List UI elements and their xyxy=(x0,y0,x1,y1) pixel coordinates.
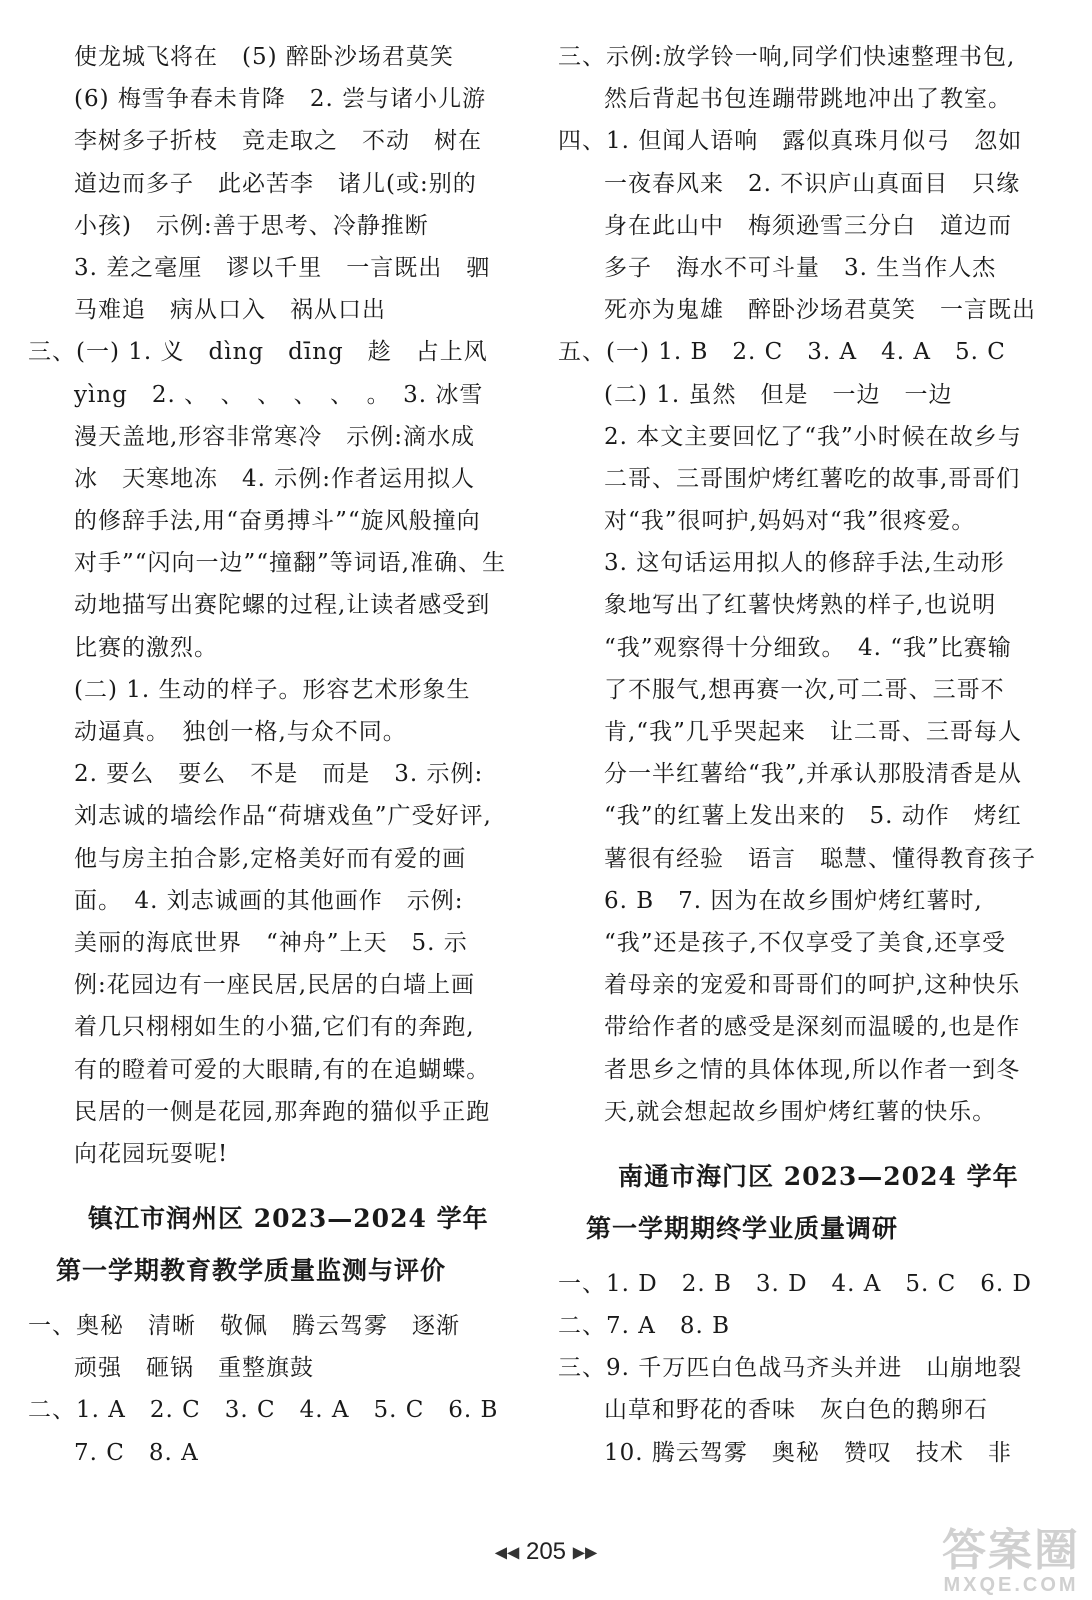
answer-line: 山草和野花的香味 灰白色的鹅卵石 xyxy=(604,1397,988,1424)
right-section-title-1: 南通市海门区 2023—2024 学年 xyxy=(618,1161,1019,1191)
answer-line: 二、1. A 2. C 3. C 4. A 5. C 6. B xyxy=(28,1397,499,1424)
answer-line: 死亦为鬼雄 醉卧沙场君莫笑 一言既出 xyxy=(604,297,1036,324)
answer-line: 着母亲的宠爱和哥哥们的呵护,这种快乐 xyxy=(604,972,1021,999)
answer-line: 多子 海水不可斗量 3. 生当作人杰 xyxy=(604,254,997,281)
prev-page-arrows: ◀◀ xyxy=(494,1544,520,1562)
answer-line: 面。 4. 刘志诚画的其他画作 示例: xyxy=(74,887,464,914)
answer-line: 有的瞪着可爱的大眼睛,有的在追蝴蝶。 xyxy=(74,1056,491,1083)
answer-line: (二) 1. 生动的样子。形容艺术形象生 xyxy=(74,676,471,703)
left-answer-block-1 xyxy=(28,36,528,1175)
answer-line: 分一半红薯给“我”,并承认那股清香是从 xyxy=(604,761,1022,788)
watermark-text: 答案圈 xyxy=(942,1526,1080,1575)
answer-line: “我”的红薯上发出来的 5. 动作 烤红 xyxy=(604,803,1022,830)
answer-line: (6) 梅雪争春未肯降 2. 尝与诸小儿游 xyxy=(74,86,487,113)
answer-line: 一夜春风来 2. 不识庐山真面目 只缘 xyxy=(604,170,1021,197)
answer-line: 美丽的海底世界 “神舟”上天 5. 示 xyxy=(74,929,468,956)
answer-line: 薯很有经验 语言 聪慧、懂得教育孩子 xyxy=(604,845,1036,872)
answer-line: 天,就会想起故乡围炉烤红薯的快乐。 xyxy=(604,1098,997,1125)
answer-line: 二、7. A 8. B xyxy=(558,1313,731,1340)
answer-line: 带给作者的感受是深刻而温暖的,也是作 xyxy=(604,1014,1021,1041)
left-answer-block-2 xyxy=(28,1305,528,1474)
answer-line: 10. 腾云驾雾 奥秘 赞叹 技术 非 xyxy=(604,1439,1012,1466)
answer-line: 动地描写出赛陀螺的过程,让读者感受到 xyxy=(74,592,491,619)
answer-line: 2. 要么 要么 不是 而是 3. 示例: xyxy=(74,761,484,788)
right-section-title-2: 第一学期期终学业质量调研 xyxy=(586,1213,899,1243)
left-section-title-1: 镇江市润州区 2023—2024 学年 xyxy=(88,1204,489,1234)
answer-line: 例:花园边有一座民居,民居的白墙上画 xyxy=(74,972,476,999)
answer-line: 比赛的激烈。 xyxy=(74,634,218,661)
answer-line: 动逼真。 独创一格,与众不同。 xyxy=(74,719,407,745)
answer-line: 一、奥秘 清晰 敬佩 腾云驾雾 逐渐 xyxy=(28,1313,460,1340)
answer-line: 三、(一) 1. 义 dìng dīng 趁 占上风 xyxy=(28,339,488,366)
answer-line: 了不服气,想再赛一次,可二哥、三哥不 xyxy=(604,676,1005,703)
answer-line: 6. B 7. 因为在故乡围炉烤红薯时, xyxy=(604,887,983,914)
answer-line: 者思乡之情的具体体现,所以作者一到冬 xyxy=(604,1056,1021,1083)
answer-line: 向花园玩耍呢! xyxy=(74,1140,229,1167)
left-column xyxy=(28,36,528,1474)
answer-line: 三、9. 千万匹白色战马齐头并进 山崩地裂 xyxy=(558,1355,1023,1382)
answer-line: 身在此山中 梅须逊雪三分白 道边而 xyxy=(604,212,1012,239)
next-page-arrows: ▶▶ xyxy=(572,1544,598,1562)
answer-line: 他与房主拍合影,定格美好而有爱的画 xyxy=(74,845,467,872)
answer-line: 7. C 8. A xyxy=(74,1439,199,1466)
answer-line: 象地写出了红薯快烤熟的样子,也说明 xyxy=(604,592,997,619)
answer-line: 冰 天寒地冻 4. 示例:作者运用拟人 xyxy=(74,465,476,492)
answer-line: 漫天盖地,形容非常寒冷 示例:滴水成 xyxy=(74,423,476,450)
answer-line: 3. 这句话运用拟人的修辞手法,生动形 xyxy=(604,550,1005,577)
answer-line: 三、示例:放学铃一响,同学们快速整理书包, xyxy=(558,44,1016,70)
answer-line: 肯,“我”几乎哭起来 让二哥、三哥每人 xyxy=(604,719,1022,745)
answer-line: 道边而多子 此必苦李 诸儿(或:别的 xyxy=(74,170,477,197)
answer-line: “我”观察得十分细致。 4. “我”比赛输 xyxy=(604,634,1012,661)
answer-line: 2. 本文主要回忆了“我”小时候在故乡与 xyxy=(604,423,1022,450)
answer-line: 刘志诚的墙绘作品“荷塘戏鱼”广受好评, xyxy=(74,803,492,830)
answer-line: 五、(一) 1. B 2. C 3. A 4. A 5. C xyxy=(558,339,1006,366)
answer-line: 使龙城飞将在 (5) 醉卧沙场君莫笑 xyxy=(74,44,454,70)
answer-line: 着几只栩栩如生的小猫,它们有的奔跑, xyxy=(74,1014,475,1041)
answer-line: 二哥、三哥围炉烤红薯吃的故事,哥哥们 xyxy=(604,465,1021,492)
watermark-url: MXQE.COM xyxy=(943,1574,1079,1596)
answer-line: 李树多子折枝 竞走取之 不动 树在 xyxy=(74,128,482,155)
right-answer-block-2 xyxy=(558,1263,1063,1474)
answer-line: 小孩) 示例:善于思考、冷静推断 xyxy=(74,212,429,239)
answer-line: 民居的一侧是花园,那奔跑的猫似乎正跑 xyxy=(74,1098,491,1125)
answer-line: 对手”“闪向一边”“撞翻”等词语,准确、生 xyxy=(74,550,507,577)
answer-line: 对“我”很呵护,妈妈对“我”很疼爱。 xyxy=(604,508,976,535)
watermark-logo xyxy=(942,1528,1080,1596)
left-section-title-2: 第一学期教育教学质量监测与评价 xyxy=(56,1256,447,1286)
answer-line: 3. 差之毫厘 谬以千里 一言既出 驷 xyxy=(74,254,491,281)
page-footer xyxy=(0,1538,1092,1566)
answer-line: 马难追 病从口入 祸从口出 xyxy=(74,297,386,324)
right-answer-block-1 xyxy=(558,36,1063,1133)
answer-line: (二) 1. 虽然 但是 一边 一边 xyxy=(604,381,953,408)
right-column xyxy=(558,36,1063,1474)
answer-line: 的修辞手法,用“奋勇搏斗”“旋风般撞向 xyxy=(74,508,481,535)
answer-line: 然后背起书包连蹦带跳地冲出了教室。 xyxy=(604,86,1012,113)
answer-line: yìng 2. 、 、 、 、 、 。 3. 冰雪 xyxy=(74,381,484,408)
answer-line: 一、1. D 2. B 3. D 4. A 5. C 6. D xyxy=(558,1270,1032,1297)
answer-line: “我”还是孩子,不仅享受了美食,还享受 xyxy=(604,929,1007,956)
page-number: 205 xyxy=(525,1538,567,1565)
answer-line: 顽强 砸锅 重整旗鼓 xyxy=(74,1355,314,1382)
answer-line: 四、1. 但闻人语响 露似真珠月似弓 忽如 xyxy=(558,128,1023,155)
